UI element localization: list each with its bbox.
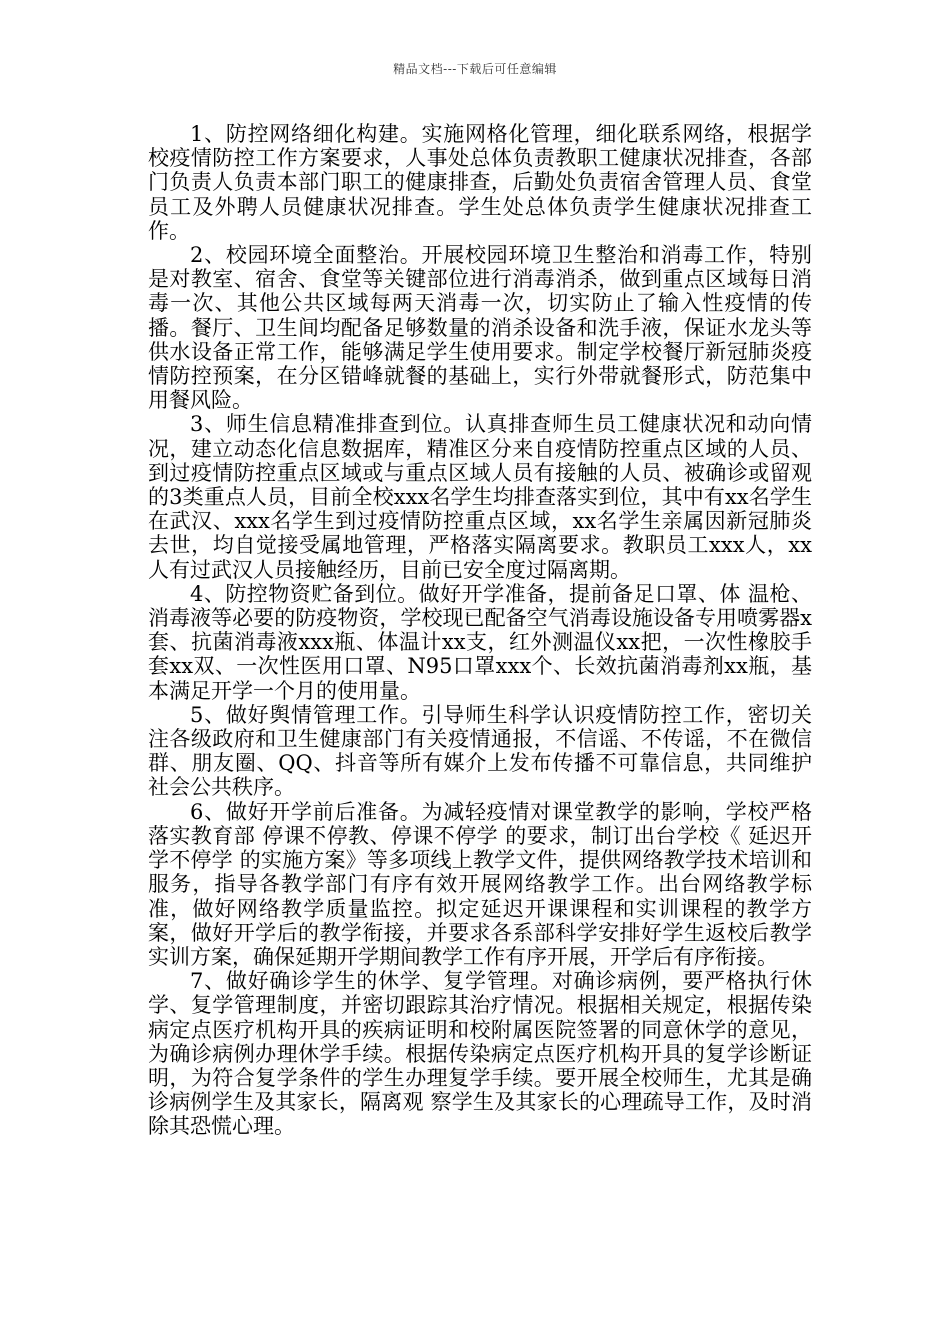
paragraph-3: 3、师生信息精准排查到位。认真排查师生员工健康状况和动向情况，建立动态化信息数据库，精准区分来自疫情防控重点区域的人员、到过疫情防控重点区域或与重点区域人员有接触的人员、被确诊或留观的3类重点人员，目前全校xxx名学生均排查落实到位，其中有xx名学生在武汉、xxx名学生到过疫情防控重点区域，xx名学生亲属因新冠肺炎去世，均自觉接受属地管理，严格落实隔离要求。教职员工xxx人，xx人有过武汉人员接触经历，目前已安全度过隔离期。 xyxy=(148,412,812,582)
page-header: 精品文档---下载后可任意编辑 xyxy=(393,62,557,76)
paragraph-4: 4、防控物资贮备到位。做好开学准备，提前备足口罩、体 温枪、消毒液等必要的防疫物资，学校现已配备空气消毒设施设备专用喷雾器x套、抗菌消毒液xxx瓶、体温计xx支，红外测温仪xx把，一次性橡胶手套xx双、一次性医用口罩、N95口罩xxx个、长效抗菌消毒剂xx瓶，基本满足开学一个月的使用量。 xyxy=(148,581,812,703)
paragraph-5: 5、做好舆情管理工作。引导师生科学认识疫情防控工作，密切关注各级政府和卫生健康部门有关疫情通报，不信谣、不传谣，不在微信群、朋友圈、QQ、抖音等所有媒介上发布传播不可靠信息，共同维护社会公共秩序。 xyxy=(148,702,812,800)
document-body xyxy=(148,122,812,1139)
paragraph-6: 6、做好开学前后准备。为减轻疫情对课堂教学的影响，学校严格落实教育部 停课不停教、停课不停学 的要求，制订出台学校《 延迟开学不停学 的实施方案》等多项线上教学文件，提供网络教学技术培训和服务，指导各教学部门有序有效开展网络教学工作。出台网络教学标准，做好网络教学质量监控。拟定延迟开课课程和实训课程的教学方案，做好开学后的教学衔接，并要求各系部科学安排好学生返校后教学实训方案，确保延期开学期间教学工作有序开展，开学后有序衔接。 xyxy=(148,799,812,969)
paragraph-1: 1、防控网络细化构建。实施网格化管理，细化联系网络，根据学校疫情防控工作方案要求，人事处总体负责教职工健康状况排查，各部门负责人负责本部门职工的健康排查，后勤处负责宿舍管理人员、食堂员工及外聘人员健康状况排查。学生处总体负责学生健康状况排查工作。 xyxy=(148,122,812,243)
paragraph-7: 7、做好确诊学生的休学、复学管理。对确诊病例，要严格执行休学、复学管理制度，并密切跟踪其治疗情况。根据相关规定，根据传染病定点医疗机构开具的疾病证明和校附属医院签署的同意休学的意见，为确诊病例办理休学手续。根据传染病定点医疗机构开具的复学诊断证明，为符合复学条件的学生办理复学手续。要开展全校师生，尤其是确诊病例学生及其家长，隔离观 察学生及其家长的心理疏导工作，及时消除其恐慌心理。 xyxy=(148,969,812,1139)
paragraph-2: 2、校园环境全面整治。开展校园环境卫生整治和消毒工作，特别是对教室、宿舍、食堂等关键部位进行消毒消杀，做到重点区域每日消毒一次、其他公共区域每两天消毒一次，切实防止了输入性疫情的传播。餐厅、卫生间均配备足够数量的消杀设备和洗手液，保证水龙头等供水设备正常工作，能够满足学生使用要求。制定学校餐厅新冠肺炎疫情防控预案，在分区错峰就餐的基础上，实行外带就餐形式，防范集中用餐风险。 xyxy=(148,243,812,413)
